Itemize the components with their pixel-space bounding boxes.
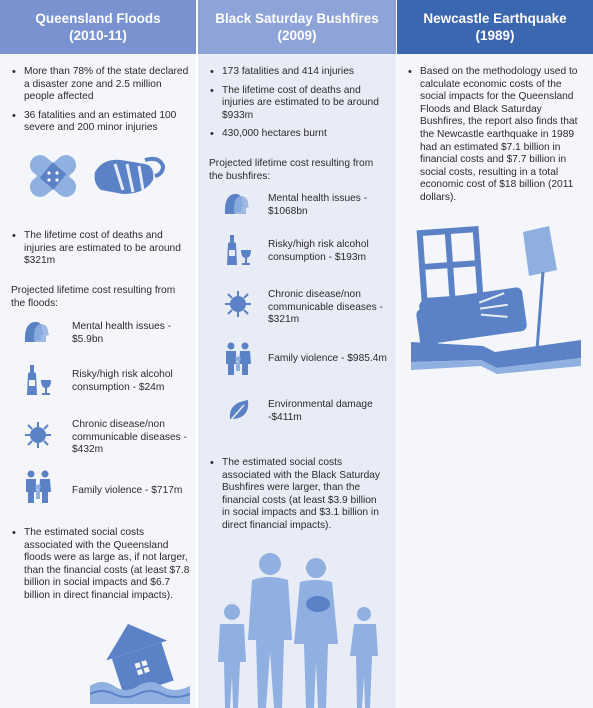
column-title: Newcastle Earthquake bbox=[423, 11, 567, 26]
column-header bbox=[198, 0, 396, 54]
projected-intro: Projected lifetime cost resulting from the floods: bbox=[11, 285, 176, 309]
arm-sling-icon bbox=[93, 150, 165, 200]
fact-item: • The lifetime cost of deaths and injuries are estimated to be around $933m bbox=[209, 85, 379, 123]
column-newcastle-earthquake bbox=[397, 0, 593, 708]
fact-item: • 430,000 hectares burnt bbox=[209, 128, 379, 141]
facts-list bbox=[209, 66, 379, 141]
cost-label: Environmental damage -$411m bbox=[268, 399, 373, 423]
alcohol-icon bbox=[24, 364, 54, 396]
projected-intro: Projected lifetime cost resulting from the bushfires: bbox=[209, 158, 374, 182]
column-header bbox=[0, 0, 196, 54]
facts-list bbox=[209, 457, 385, 533]
family-silhouette-icon bbox=[218, 552, 394, 708]
column-subtitle: (2010-11) bbox=[69, 28, 127, 43]
alcohol-icon bbox=[224, 234, 254, 266]
fact-item: • The lifetime cost of deaths and injuries are estimated to be around $321m bbox=[11, 230, 191, 268]
column-queensland-floods bbox=[0, 0, 197, 708]
cost-label: Mental health issues - $5.9bn bbox=[72, 321, 172, 345]
column-title: Queensland Floods bbox=[35, 11, 161, 26]
earthquake-room-icon bbox=[411, 224, 581, 374]
bandage-icon bbox=[22, 148, 84, 204]
mental-health-icon bbox=[22, 318, 50, 344]
fact-item: • 36 fatalities and an estimated 100 severe and 200 minor injuries bbox=[11, 110, 191, 135]
column-subtitle: (1989) bbox=[475, 28, 515, 43]
column-subtitle: (2009) bbox=[277, 28, 317, 43]
facts-list bbox=[407, 66, 585, 205]
facts-list bbox=[11, 66, 191, 135]
family-icon bbox=[24, 470, 52, 504]
mental-health-icon bbox=[222, 190, 250, 216]
column-black-saturday-bushfires bbox=[198, 0, 396, 708]
fact-item: • The estimated social costs associated with the Black Saturday Bushfires were larger, than the financial costs (at least $3.9 billion in social impacts and $3.1 billion in direct financial impacts). bbox=[209, 457, 385, 533]
cost-label: Chronic disease/non communicable diseases - $432m bbox=[72, 419, 187, 456]
fact-item: • 173 fatalities and 414 injuries bbox=[209, 66, 379, 79]
column-title: Black Saturday Bushfires bbox=[215, 11, 379, 26]
facts-list bbox=[11, 230, 191, 268]
cost-label: Chronic disease/non communicable diseases - $321m bbox=[268, 289, 383, 326]
virus-icon bbox=[224, 290, 252, 318]
fact-item: • More than 78% of the state declared a disaster zone and 2.5 million people affected bbox=[11, 66, 191, 104]
fact-item: • The estimated social costs associated with the Queensland floods were as large as, if not larger, than the financial costs (at least $7.8 billion in social impacts and $6.7 billion in direct financial impacts). bbox=[11, 527, 191, 603]
fact-item: • Based on the methodology used to calculate economic costs of the social impacts for the Queensland Floods and Black Saturday Bushfires, the report also finds that the Newcastle earthquake in 1989 had an estimated $7.1 billion in financial costs and $7.7 billion in social costs, resulting in a total economic cost of $18 billion (2011 dollars). bbox=[407, 66, 585, 205]
virus-icon bbox=[24, 421, 52, 449]
cost-label: Risky/high risk alcohol consumption - $193m bbox=[268, 239, 369, 263]
family-icon bbox=[224, 342, 252, 376]
cost-label: Mental health issues - $1068bn bbox=[268, 193, 368, 217]
cost-label: Family violence - $717m bbox=[72, 485, 183, 496]
cost-label: Family violence - $985.4m bbox=[268, 353, 387, 364]
column-header bbox=[397, 0, 593, 54]
leaf-icon bbox=[226, 397, 252, 423]
cost-label: Risky/high risk alcohol consumption - $24m bbox=[72, 369, 173, 393]
flooded-house-icon bbox=[90, 606, 190, 704]
facts-list bbox=[11, 527, 191, 603]
